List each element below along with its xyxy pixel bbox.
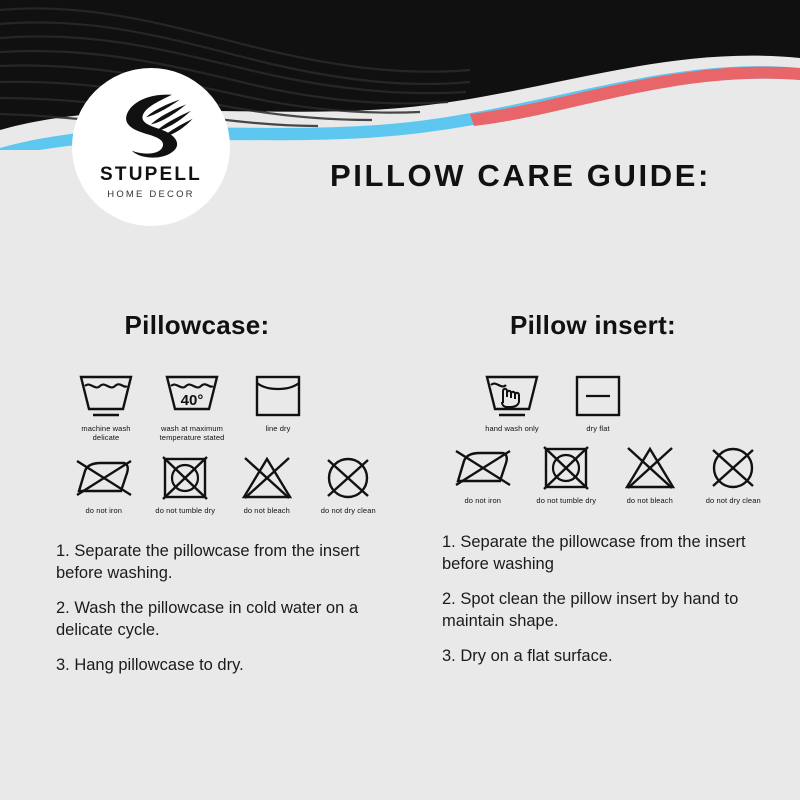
brand-name: STUPELL: [100, 164, 202, 185]
icon-caption: dry flat: [586, 424, 610, 433]
list-item: 2. Wash the pillowcase in cold water on a delicate cycle.: [56, 599, 359, 639]
list-item: 3. Hang pillowcase to dry.: [56, 655, 244, 674]
section-pillowcase: [52, 310, 382, 690]
do-not-bleach-icon: [615, 445, 685, 505]
do-not-bleach-icon: [233, 455, 301, 515]
do-not-iron-icon: [70, 455, 138, 515]
icon-caption: do not dry clean: [705, 496, 761, 506]
dry-flat-icon: [562, 369, 634, 433]
list-item: 3. Dry on a flat surface.: [442, 646, 613, 665]
pillowcase-icon-row-1: [52, 369, 382, 443]
icon-caption: machine wash delicate: [81, 424, 131, 443]
hand-wash-only-icon: [476, 369, 548, 433]
pillow-insert-icon-row-2: [438, 445, 768, 505]
icon-caption: line dry: [265, 424, 291, 433]
do-not-dry-clean-icon: [315, 455, 383, 515]
icon-caption: do not iron: [85, 505, 123, 515]
list-item: 1. Separate the pillowcase from the insert before washing.: [56, 542, 360, 583]
brand-tagline: HOME DECOR: [107, 189, 195, 200]
list-item: 1. Separate the pillowcase from the insert before washing: [442, 532, 746, 573]
do-not-tumble-dry-icon: [532, 445, 602, 505]
pillow-insert-heading: Pillow insert:: [509, 310, 676, 340]
line-dry-icon: [242, 369, 314, 443]
machine-wash-delicate-icon: [70, 369, 142, 443]
pillowcase-icon-row-2: [52, 455, 382, 515]
pillow-insert-icon-row-1: [438, 369, 768, 433]
pillowcase-steps: [52, 541, 382, 677]
icon-caption: do not bleach: [626, 496, 673, 506]
svg-text:40°: 40°: [180, 392, 204, 409]
do-not-dry-clean-icon: [699, 445, 769, 505]
page-title: PILLOW CARE GUIDE:: [330, 158, 711, 193]
swoosh-logo-icon: [103, 90, 199, 162]
icon-caption: do not tumble dry: [536, 496, 597, 506]
icon-caption: do not bleach: [243, 505, 290, 515]
icon-caption: do not iron: [464, 496, 502, 506]
pillowcase-heading: Pillowcase:: [124, 310, 270, 340]
list-item: 2. Spot clean the pillow insert by hand to maintain shape.: [442, 589, 739, 630]
wash-40-degrees-icon: [156, 369, 228, 443]
icon-caption: do not dry clean: [320, 505, 376, 515]
brand-logo: [72, 68, 230, 226]
icon-caption: wash at maximum temperature stated: [159, 424, 225, 443]
icon-caption: do not tumble dry: [155, 505, 216, 515]
icon-caption: hand wash only: [485, 424, 539, 433]
section-pillow-insert: [438, 310, 768, 680]
pillow-insert-steps: [438, 532, 768, 668]
do-not-iron-icon: [448, 445, 518, 505]
do-not-tumble-dry-icon: [152, 455, 220, 515]
